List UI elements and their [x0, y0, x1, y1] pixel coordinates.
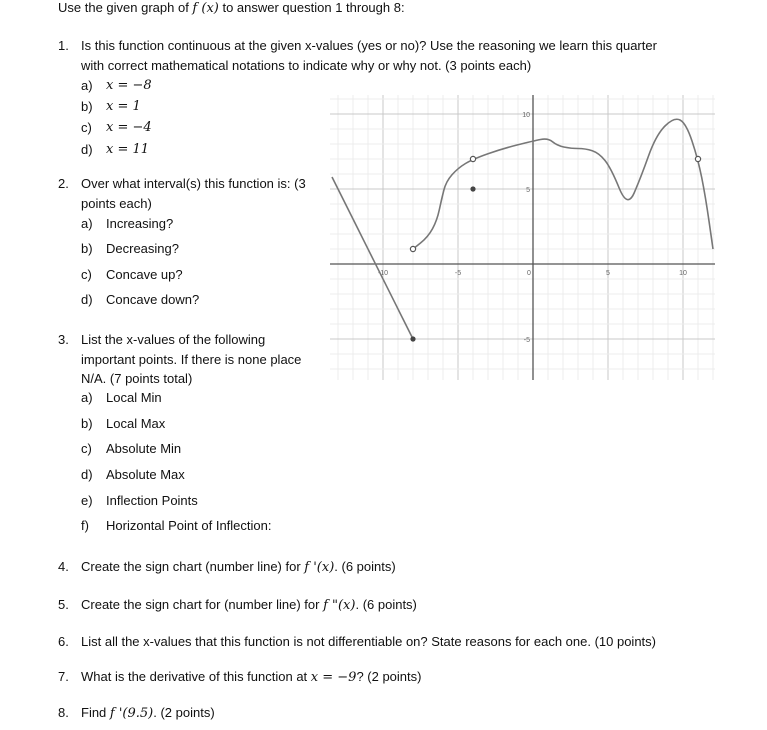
y-tick-label: -5: [523, 337, 530, 344]
question-2-text: Over what interval(s) this function is: (3: [81, 176, 306, 191]
part-text: Inflection Points: [106, 493, 198, 508]
part-label: e): [81, 493, 93, 508]
part-label: a): [81, 216, 93, 231]
question-number: 5.: [58, 597, 69, 612]
second-derivative-notation: f "(x): [323, 598, 356, 613]
question-1-text: Is this function continuous at the given x-values (yes or no)? Use the reasoning we learn this quarter: [81, 38, 657, 53]
x-tick-label: -5: [454, 270, 462, 277]
question-4-text: [81, 559, 396, 576]
part-text: Increasing?: [106, 216, 174, 231]
y-tick-label: 10: [522, 112, 530, 119]
instructions: [58, 0, 405, 17]
part-text: Absolute Min: [106, 441, 182, 456]
part-text: Decreasing?: [106, 241, 179, 256]
instructions-text: Use the given graph of: [58, 0, 193, 15]
function-notation: f (x): [192, 1, 219, 16]
q5-post: . (6 points): [355, 597, 417, 612]
part-label: c): [81, 267, 92, 282]
part-label: f): [81, 518, 89, 533]
part-label: b): [81, 416, 93, 431]
question-number: 1.: [58, 38, 69, 53]
question-3-text-3: N/A. (7 points total): [81, 371, 193, 386]
question-3-text-2: important points. If there is none place: [81, 352, 302, 367]
closed-point: [410, 336, 415, 341]
question-number: 8.: [58, 705, 69, 720]
part-label: d): [81, 467, 93, 482]
question-number: 6.: [58, 634, 69, 649]
q4-post: . (6 points): [334, 559, 396, 574]
question-6-text: List all the x-values that this function is not differentiable on? State reasons for each one. (10 points): [81, 634, 656, 649]
q7-pre: What is the derivative of this function at: [81, 669, 311, 684]
closed-point: [470, 186, 475, 191]
question-number: 3.: [58, 332, 69, 347]
x-tick-label: -10: [377, 270, 389, 277]
question-1-text-2: with correct mathematical notations to indicate why or why not. (3 points each): [81, 58, 532, 73]
question-number: 7.: [58, 669, 69, 684]
question-number: 4.: [58, 559, 69, 574]
x-tick-label: 10: [679, 270, 687, 277]
part-label: b): [81, 99, 93, 114]
part-label: d): [81, 142, 93, 157]
x-tick-label: 5: [606, 270, 610, 277]
part-label: d): [81, 292, 93, 307]
function-graph: [330, 95, 715, 380]
part-text: Horizontal Point of Inflection:: [106, 518, 272, 533]
question-7-text: [81, 669, 421, 686]
part-label: b): [81, 241, 93, 256]
y-tick-label: 5: [526, 187, 530, 194]
part-text: Local Max: [106, 416, 166, 431]
part-math: x = 1: [106, 99, 141, 114]
derivative-value-math: f '(9.5): [109, 706, 154, 721]
part-label: a): [81, 390, 93, 405]
part-label: c): [81, 120, 92, 135]
open-point: [410, 246, 415, 251]
part-math: x = 11: [106, 142, 150, 157]
q4-pre: Create the sign chart (number line) for: [81, 559, 305, 574]
q8-post: . (2 points): [153, 705, 215, 720]
x-tick-label: 0: [527, 270, 531, 277]
question-2-text-2: points each): [81, 196, 152, 211]
q5-pre: Create the sign chart for (number line) for: [81, 597, 324, 612]
open-point: [470, 156, 475, 161]
part-label: a): [81, 78, 93, 93]
question-3-text: List the x-values of the following: [81, 332, 266, 347]
part-label: c): [81, 441, 92, 456]
derivative-notation: f '(x): [304, 560, 335, 575]
q7-post: ? (2 points): [356, 669, 422, 684]
linear-piece: [332, 177, 413, 339]
part-math: x = −4: [106, 120, 152, 135]
part-text: Local Min: [106, 390, 162, 405]
question-5-text: [81, 597, 417, 614]
part-text: Concave up?: [106, 267, 183, 282]
open-point: [695, 156, 700, 161]
part-text: Absolute Max: [106, 467, 185, 482]
part-text: Concave down?: [106, 292, 200, 307]
x-value-math: x = −9: [310, 670, 357, 685]
instructions-text-end: to answer question 1 through 8:: [218, 0, 405, 15]
question-8-text: [81, 705, 215, 722]
question-number: 2.: [58, 176, 69, 191]
q8-pre: Find: [81, 705, 110, 720]
function-curves: [332, 119, 713, 339]
part-math: x = −8: [106, 78, 152, 93]
